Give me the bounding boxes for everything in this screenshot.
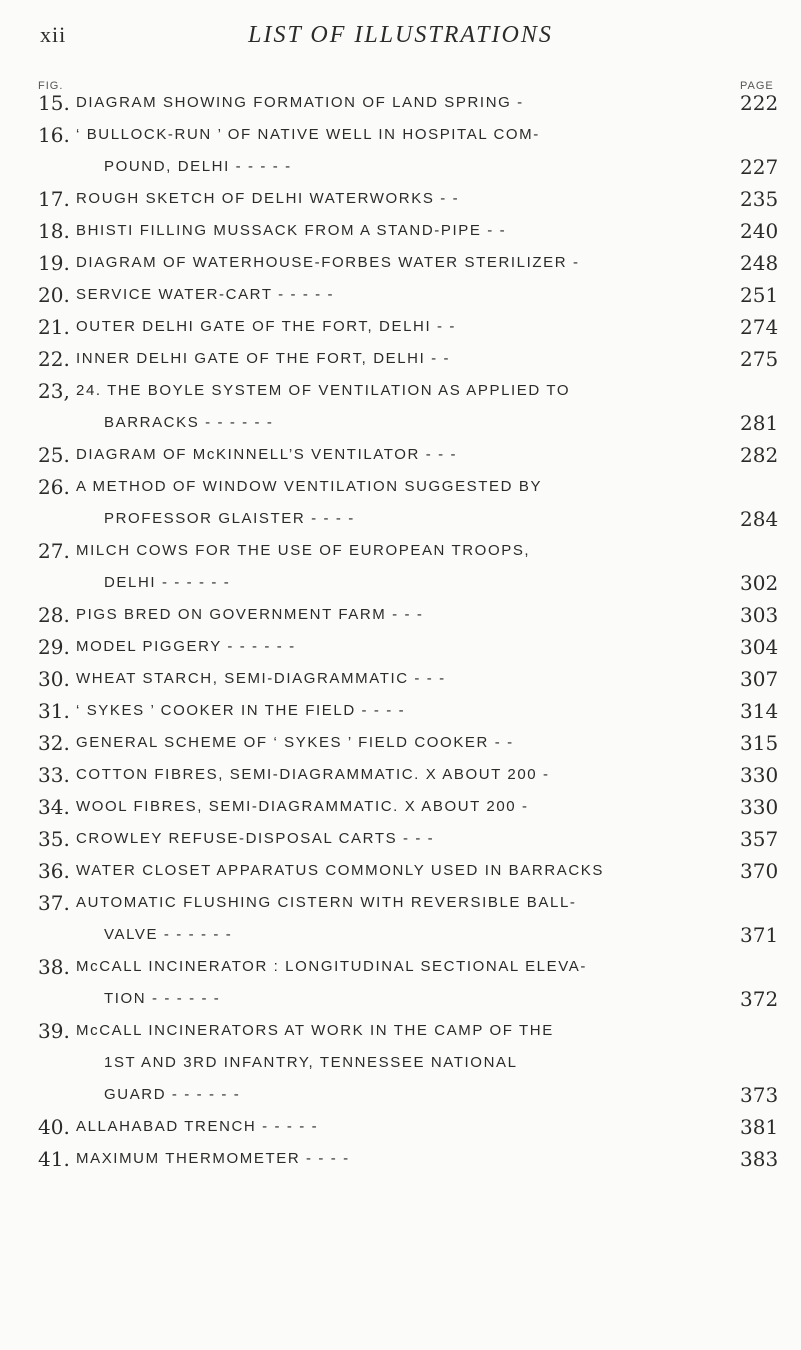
list-item xyxy=(0,920,801,952)
page-ref: 381 xyxy=(740,1115,779,1139)
list-item xyxy=(0,216,801,248)
list-item xyxy=(0,632,801,664)
figure-number: 23, xyxy=(38,379,70,403)
list-item xyxy=(0,1112,801,1144)
figure-number: 34. xyxy=(38,795,70,819)
figure-caption: ‘ SYKES ’ COOKER IN THE FIELD - - - - xyxy=(76,702,406,719)
list-item xyxy=(0,376,801,408)
page-ref: 303 xyxy=(740,603,779,627)
figure-caption: McCALL INCINERATORS AT WORK IN THE CAMP OF THE xyxy=(76,1022,554,1039)
figure-caption: PROFESSOR GLAISTER - - - - xyxy=(104,510,355,527)
figure-number: 40. xyxy=(38,1115,70,1139)
figure-number: 32. xyxy=(38,731,70,755)
figure-caption: COTTON FIBRES, SEMI-DIAGRAMMATIC. X ABOUT 200 - xyxy=(76,766,550,783)
list-item xyxy=(0,600,801,632)
list-item xyxy=(0,312,801,344)
page-column-heading: PAGE xyxy=(740,80,774,92)
list-item xyxy=(0,1144,801,1176)
page-ref: 315 xyxy=(740,731,779,755)
figure-caption: SERVICE WATER-CART - - - - - xyxy=(76,286,335,303)
page-ref: 274 xyxy=(740,315,779,339)
figure-caption: 24. THE BOYLE SYSTEM OF VENTILATION AS APPLIED TO xyxy=(76,382,571,399)
figure-number: 39. xyxy=(38,1019,70,1043)
figure-caption: DELHI - - - - - - xyxy=(104,574,231,591)
figure-caption: OUTER DELHI GATE OF THE FORT, DELHI - - xyxy=(76,318,456,335)
figure-caption: ALLAHABAD TRENCH - - - - - xyxy=(76,1118,319,1135)
list-item xyxy=(0,952,801,984)
page-ref: 330 xyxy=(740,763,779,787)
figure-number: 38. xyxy=(38,955,70,979)
figure-number: 31. xyxy=(38,699,70,723)
figure-number: 27. xyxy=(38,539,70,563)
list-item xyxy=(0,536,801,568)
list-item xyxy=(0,1080,801,1112)
list-item xyxy=(0,120,801,152)
page-ref: 302 xyxy=(740,571,779,595)
figure-caption: BARRACKS - - - - - - xyxy=(104,414,274,431)
page-ref: 282 xyxy=(740,443,779,467)
illustration-list xyxy=(0,88,801,1176)
figure-number: 33. xyxy=(38,763,70,787)
figure-caption: MODEL PIGGERY - - - - - - xyxy=(76,638,296,655)
page-ref: 251 xyxy=(740,283,779,307)
list-item xyxy=(0,984,801,1016)
list-item xyxy=(0,728,801,760)
figure-caption: WOOL FIBRES, SEMI-DIAGRAMMATIC. X ABOUT 200 - xyxy=(76,798,529,815)
page-ref: 275 xyxy=(740,347,779,371)
page-ref: 330 xyxy=(740,795,779,819)
list-item xyxy=(0,152,801,184)
page-ref: 373 xyxy=(740,1083,779,1107)
page-ref: 304 xyxy=(740,635,779,659)
list-item xyxy=(0,504,801,536)
list-item xyxy=(0,792,801,824)
list-item xyxy=(0,184,801,216)
figure-number: 16. xyxy=(38,123,70,147)
figure-caption: ‘ BULLOCK-RUN ’ OF NATIVE WELL IN HOSPITAL COM- xyxy=(76,126,540,143)
figure-caption: MILCH COWS FOR THE USE OF EUROPEAN TROOPS, xyxy=(76,542,531,559)
figure-number: 22. xyxy=(38,347,70,371)
page-ref: 281 xyxy=(740,411,779,435)
figure-number: 26. xyxy=(38,475,70,499)
figure-caption: GENERAL SCHEME OF ‘ SYKES ’ FIELD COOKER - - xyxy=(76,734,514,751)
page-ref: 372 xyxy=(740,987,779,1011)
figure-caption: PIGS BRED ON GOVERNMENT FARM - - - xyxy=(76,606,424,623)
page-ref: 284 xyxy=(740,507,779,531)
figure-number: 17. xyxy=(38,187,70,211)
list-item xyxy=(0,248,801,280)
figure-caption: ROUGH SKETCH OF DELHI WATERWORKS - - xyxy=(76,190,460,207)
list-item xyxy=(0,1016,801,1048)
list-item xyxy=(0,760,801,792)
figure-number: 36. xyxy=(38,859,70,883)
figure-caption: MAXIMUM THERMOMETER - - - - xyxy=(76,1150,350,1167)
page-ref: 357 xyxy=(740,827,779,851)
page-ref: 222 xyxy=(740,91,779,115)
figure-number: 19. xyxy=(38,251,70,275)
page-ref: 371 xyxy=(740,923,779,947)
list-item xyxy=(0,344,801,376)
page-ref: 383 xyxy=(740,1147,779,1171)
page-ref: 235 xyxy=(740,187,779,211)
figure-number: 18. xyxy=(38,219,70,243)
page-header xyxy=(0,22,801,62)
list-item xyxy=(0,472,801,504)
list-item xyxy=(0,568,801,600)
figure-number: 28. xyxy=(38,603,70,627)
page-ref: 227 xyxy=(740,155,779,179)
figure-caption: VALVE - - - - - - xyxy=(104,926,233,943)
figure-caption: INNER DELHI GATE OF THE FORT, DELHI - - xyxy=(76,350,451,367)
figure-caption: TION - - - - - - xyxy=(104,990,221,1007)
figure-number: 21. xyxy=(38,315,70,339)
page-ref: 370 xyxy=(740,859,779,883)
figure-caption: DIAGRAM OF WATERHOUSE-FORBES WATER STERILIZER - xyxy=(76,254,580,271)
figure-number: 25. xyxy=(38,443,70,467)
list-item xyxy=(0,696,801,728)
list-item xyxy=(0,408,801,440)
figure-caption: A METHOD OF WINDOW VENTILATION SUGGESTED BY xyxy=(76,478,543,495)
fig-column-heading: FIG. xyxy=(38,80,64,92)
list-item xyxy=(0,824,801,856)
list-item xyxy=(0,88,801,120)
figure-caption: McCALL INCINERATOR : LONGITUDINAL SECTIONAL ELEVA- xyxy=(76,958,587,975)
figure-number: 35. xyxy=(38,827,70,851)
list-item xyxy=(0,440,801,472)
figure-number: 30. xyxy=(38,667,70,691)
list-item xyxy=(0,1048,801,1080)
running-head: LIST OF ILLUSTRATIONS xyxy=(248,22,553,48)
figure-caption: DIAGRAM SHOWING FORMATION OF LAND SPRING - xyxy=(76,94,524,111)
figure-caption: AUTOMATIC FLUSHING CISTERN WITH REVERSIBLE BALL- xyxy=(76,894,577,911)
figure-number: 41. xyxy=(38,1147,70,1171)
page-ref: 314 xyxy=(740,699,779,723)
figure-caption: GUARD - - - - - - xyxy=(104,1086,241,1103)
figure-caption: BHISTI FILLING MUSSACK FROM A STAND-PIPE - - xyxy=(76,222,507,239)
figure-caption: 1ST AND 3RD INFANTRY, TENNESSEE NATIONAL xyxy=(104,1054,518,1071)
figure-number: 37. xyxy=(38,891,70,915)
page-ref: 307 xyxy=(740,667,779,691)
list-item xyxy=(0,664,801,696)
figure-caption: WATER CLOSET APPARATUS COMMONLY USED IN BARRACKS xyxy=(76,862,604,879)
figure-caption: POUND, DELHI - - - - - xyxy=(104,158,292,175)
figure-caption: CROWLEY REFUSE-DISPOSAL CARTS - - - xyxy=(76,830,435,847)
list-item xyxy=(0,280,801,312)
figure-number: 29. xyxy=(38,635,70,659)
page-number: xii xyxy=(40,22,67,47)
page-ref: 248 xyxy=(740,251,779,275)
list-item xyxy=(0,856,801,888)
list-item xyxy=(0,888,801,920)
figure-caption: DIAGRAM OF McKINNELL’S VENTILATOR - - - xyxy=(76,446,458,463)
figure-number: 15. xyxy=(38,91,70,115)
figure-caption: WHEAT STARCH, SEMI-DIAGRAMMATIC - - - xyxy=(76,670,446,687)
figure-number: 20. xyxy=(38,283,70,307)
page-ref: 240 xyxy=(740,219,779,243)
